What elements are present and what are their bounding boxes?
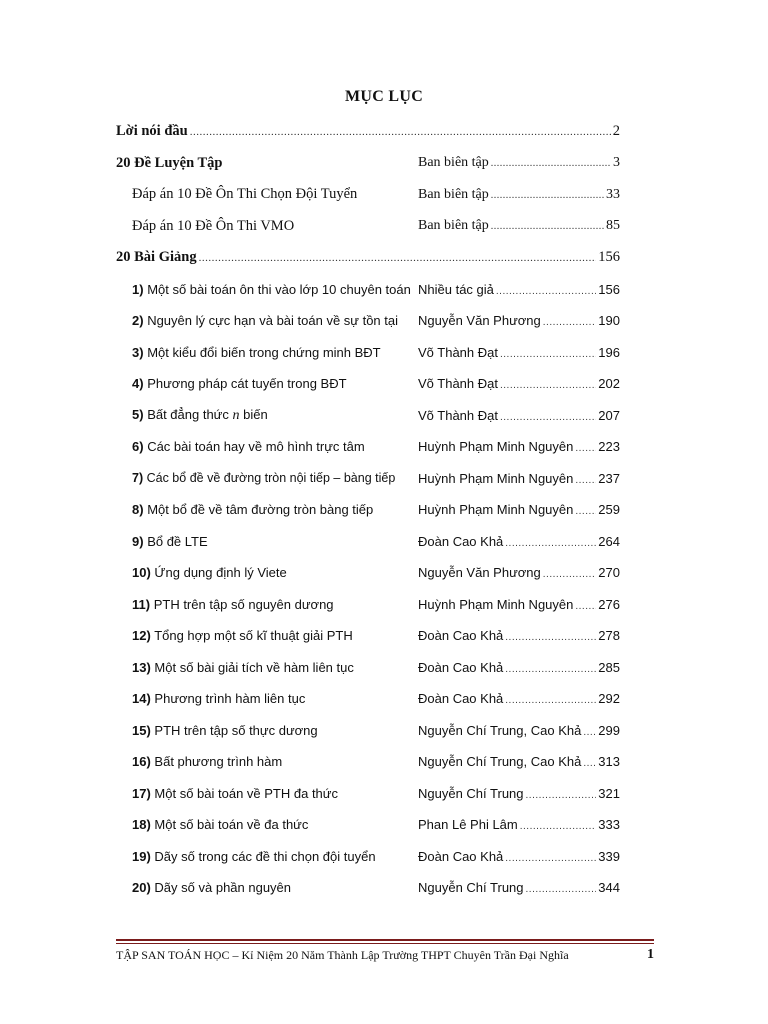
toc-entry-lectures[interactable] (116, 242, 636, 274)
lecture-number: 13) (132, 659, 151, 675)
toc-entry-practice-tests[interactable] (116, 148, 636, 180)
lecture-number: 10) (132, 565, 151, 581)
leader-dots (543, 569, 597, 580)
lecture-title: Bất đẳng thức (147, 406, 229, 422)
leader-dots (543, 317, 597, 328)
lecture-title: Bổ đề LTE (147, 533, 208, 549)
footer-rule-thin (116, 943, 654, 944)
lecture-number: 17) (132, 785, 151, 801)
page-footer (116, 947, 654, 963)
lecture-page: 278 (598, 628, 620, 644)
lecture-page: 276 (598, 596, 620, 612)
toc-entry-preface[interactable] (116, 116, 636, 148)
math-variable: n (232, 407, 240, 423)
lecture-page: 292 (598, 691, 620, 707)
toc-lecture-entry[interactable] (116, 431, 636, 463)
lecture-page: 259 (598, 502, 620, 518)
leader-dots (526, 790, 597, 801)
lecture-number: 12) (132, 628, 151, 644)
lecture-page: 313 (598, 754, 620, 770)
lecture-page: 223 (598, 439, 620, 455)
toc-entry-answers-team[interactable] (116, 179, 636, 211)
leader-dots (190, 126, 611, 138)
lecture-title: Bất phương trình hàm (154, 754, 283, 770)
lecture-page: 270 (598, 565, 620, 581)
lecture-title: Ứng dụng định lý Viete (154, 565, 287, 581)
leader-dots (505, 664, 596, 675)
toc-lecture-entry[interactable] (116, 274, 636, 306)
lecture-number: 15) (132, 722, 151, 738)
lecture-title: Tổng hợp một số kĩ thuật giải PTH (154, 628, 353, 644)
leader-dots (505, 632, 596, 643)
lecture-page: 264 (598, 533, 620, 549)
lecture-author: Đoàn Cao Khả (418, 848, 504, 864)
lecture-author: Nguyễn Văn Phương (418, 313, 541, 329)
lecture-page: 299 (598, 722, 620, 738)
toc-entry-answers-vmo[interactable] (116, 211, 636, 243)
toc-title: MỤC LỤC (344, 88, 424, 105)
toc-lecture-entry[interactable] (116, 305, 636, 337)
toc-entry-label: Đáp án 10 Đề Ôn Thi VMO (132, 217, 295, 234)
leader-dots (575, 475, 596, 486)
lecture-number: 18) (132, 817, 151, 833)
leader-dots (500, 412, 596, 423)
lecture-number: 1) (132, 281, 144, 297)
lecture-title: Một số bài giải tích về hàm liên tục (154, 659, 354, 675)
lecture-number: 6) (132, 439, 144, 455)
leader-dots (505, 695, 596, 706)
lecture-title: Một bổ đề về tâm đường tròn bàng tiếp (147, 502, 374, 518)
lecture-author: Nguyễn Chí Trung, Cao Khả (418, 722, 582, 738)
lecture-author: Nguyễn Chí Trung, Cao Khả (418, 754, 582, 770)
toc-entry-author: Ban biên tập (418, 218, 489, 234)
leader-dots (575, 443, 596, 454)
toc-lecture-entry[interactable] (116, 526, 636, 558)
lecture-page: 237 (598, 470, 620, 486)
leader-dots (491, 158, 611, 169)
toc-lecture-entry[interactable] (116, 841, 636, 873)
lecture-number: 11) (132, 596, 151, 612)
lecture-author: Đoàn Cao Khả (418, 659, 504, 675)
toc-entry-author: Ban biên tập (418, 186, 489, 202)
page-number: 1 (647, 947, 654, 962)
toc-lecture-entry[interactable] (116, 368, 636, 400)
leader-dots (500, 349, 596, 360)
lecture-page: 196 (598, 344, 620, 360)
leader-dots (520, 821, 597, 832)
lecture-title: PTH trên tập số thực dương (154, 722, 318, 738)
toc-entry-page: 156 (598, 249, 620, 266)
lecture-title: Một kiểu đổi biến trong chứng minh BĐT (147, 344, 381, 360)
lecture-author: Nguyễn Chí Trung (418, 880, 524, 896)
table-of-contents (116, 116, 636, 904)
toc-entry-page: 2 (612, 123, 620, 140)
toc-lecture-entry[interactable] (116, 872, 636, 904)
toc-lecture-entry[interactable] (116, 652, 636, 684)
lecture-title: Một số bài toán về đa thức (154, 817, 309, 833)
lecture-page: 339 (598, 848, 620, 864)
toc-lecture-entry[interactable] (116, 683, 636, 715)
lecture-author: Nguyễn Chí Trung (418, 785, 524, 801)
leader-dots (496, 286, 596, 297)
footer-rule-thick (116, 939, 654, 941)
lecture-title: Các bổ đề về đường tròn nội tiếp – bàng tiếp (146, 471, 396, 486)
lecture-title: Một số bài toán ôn thi vào lớp 10 chuyên toán (147, 281, 411, 297)
lecture-page: 333 (598, 817, 620, 833)
leader-dots (583, 727, 596, 738)
lecture-number: 4) (132, 376, 144, 392)
leader-dots (575, 506, 596, 517)
lecture-page: 285 (598, 659, 620, 675)
lecture-title: Phương pháp cát tuyến trong BĐT (147, 376, 347, 392)
leader-dots (491, 190, 604, 201)
lecture-author: Huỳnh Phạm Minh Nguyên (418, 502, 574, 518)
lecture-page: 321 (598, 785, 620, 801)
lecture-title: PTH trên tập số nguyên dương (153, 596, 334, 612)
toc-entry-label: 20 Đề Luyện Tập (116, 154, 223, 171)
lecture-author: Huỳnh Phạm Minh Nguyên (418, 596, 574, 612)
toc-lecture-entry[interactable] (116, 715, 636, 747)
lecture-title: Nguyên lý cực hạn và bài toán về sự tồn tại (147, 313, 399, 329)
toc-lecture-entry[interactable] (116, 557, 636, 589)
lecture-title: Một số bài toán về PTH đa thức (154, 785, 338, 801)
lecture-author: Nguyễn Văn Phương (418, 565, 541, 581)
lecture-title: Dãy số trong các đề thi chọn đội tuyển (154, 848, 376, 864)
lecture-author: Huỳnh Phạm Minh Nguyên (418, 439, 574, 455)
toc-entry-label: Đáp án 10 Đề Ôn Thi Chọn Đội Tuyển (132, 186, 358, 203)
lecture-page: 344 (598, 880, 620, 896)
lecture-number: 8) (132, 502, 144, 518)
lecture-author: Phan Lê Phi Lâm (418, 817, 518, 833)
lecture-number: 9) (132, 533, 144, 549)
toc-lecture-entry[interactable] (116, 337, 636, 369)
leader-dots (583, 758, 596, 769)
footer-text: TẬP SAN TOÁN HỌC – Kỉ Niệm 20 Năm Thành Lập Trường THPT Chuyên Trần Đại Nghĩa (116, 947, 569, 962)
toc-entry-label: Lời nói đầu (116, 123, 188, 140)
lecture-title: Phương trình hàm liên tục (154, 691, 306, 707)
lecture-author: Đoàn Cao Khả (418, 691, 504, 707)
lecture-number: 19) (132, 848, 151, 864)
lecture-author: Huỳnh Phạm Minh Nguyên (418, 470, 574, 486)
toc-lecture-entry[interactable] (116, 494, 636, 526)
leader-dots (505, 853, 596, 864)
toc-lecture-entry[interactable] (116, 589, 636, 621)
toc-lecture-entry[interactable] (116, 746, 636, 778)
lecture-number: 16) (132, 754, 151, 770)
leader-dots (491, 221, 604, 232)
leader-dots (505, 538, 596, 549)
lecture-author: Võ Thành Đạt (418, 407, 498, 423)
toc-lecture-entry[interactable] (116, 620, 636, 652)
toc-lecture-entry[interactable] (116, 400, 636, 432)
lecture-page: 190 (598, 313, 620, 329)
lecture-page: 202 (598, 376, 620, 392)
lecture-number: 5) (132, 406, 144, 422)
toc-entry-page: 33 (606, 186, 620, 202)
lecture-author: Võ Thành Đạt (418, 376, 498, 392)
lecture-author: Đoàn Cao Khả (418, 628, 504, 644)
toc-entry-author: Ban biên tập (418, 155, 489, 171)
lecture-number: 3) (132, 344, 144, 360)
toc-lecture-entry[interactable] (116, 778, 636, 810)
leader-dots (199, 252, 597, 264)
toc-entry-page: 3 (613, 155, 620, 171)
lecture-number: 20) (132, 880, 151, 896)
leader-dots (575, 601, 596, 612)
leader-dots (526, 884, 597, 895)
lecture-title: Dãy số và phần nguyên (154, 880, 292, 896)
lecture-author: Võ Thành Đạt (418, 344, 498, 360)
lecture-author: Đoàn Cao Khả (418, 533, 504, 549)
lecture-title: Các bài toán hay về mô hình trực tâm (147, 439, 365, 455)
lecture-number: 2) (132, 313, 144, 329)
lecture-title-suffix: biến (243, 406, 268, 422)
lecture-number: 14) (132, 691, 151, 707)
leader-dots (500, 380, 596, 391)
lecture-page: 156 (598, 281, 620, 297)
toc-lecture-entry[interactable] (116, 463, 636, 495)
toc-entry-label: 20 Bài Giảng (116, 249, 197, 266)
lecture-author: Nhiều tác giả (418, 281, 494, 297)
lecture-number: 7) (132, 471, 144, 486)
lecture-page: 207 (598, 407, 620, 423)
toc-entry-page: 85 (606, 218, 620, 234)
toc-lecture-entry[interactable] (116, 809, 636, 841)
